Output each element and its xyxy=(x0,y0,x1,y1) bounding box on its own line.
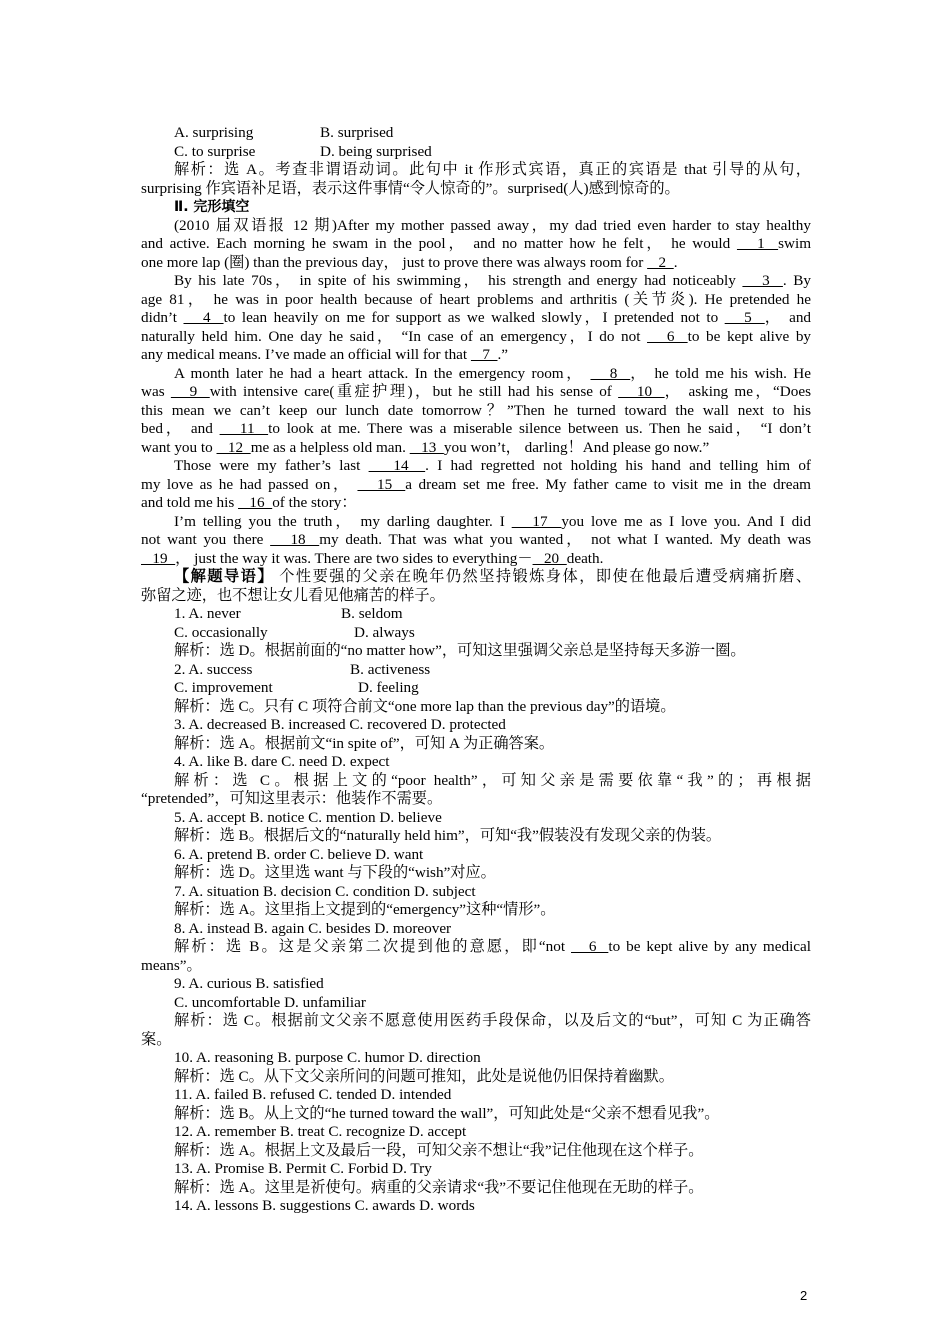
explanation-line: 解析：选 B。根据后文的“naturally held him”，可知“我”假装没有发现父亲的伪装。 xyxy=(174,827,722,844)
passage-line: was 9 with intensive care(重症护理)，but he still had his sense of 10 ， asking me，“Does xyxy=(141,383,812,400)
explanation-line: 解析：选 C。从下文父亲所问的问题可推知，此处是说他仍旧保持着幽默。 xyxy=(174,1067,674,1085)
blank-1: 1 xyxy=(736,235,779,252)
question-options: 12. A. remember B. treat C. recognize D. accept xyxy=(174,1123,467,1140)
explanation-line: 解析：选 D。根据前面的“no matter how”，可知这里强调父亲总是坚持每天多游一圈。 xyxy=(174,642,746,659)
option-b: B. surprised xyxy=(320,124,394,141)
passage-line: any medical means. I’ve made an official will for that 7 .” xyxy=(141,346,509,363)
option-row xyxy=(141,143,811,162)
passage-line: and told me his 16 of the story： xyxy=(141,494,357,511)
question-options: 10. A. reasoning B. purpose C. humor D. direction xyxy=(174,1049,481,1066)
question-options: 3. A. decreased B. increased C. recovered D. protected xyxy=(174,716,506,733)
explanation-line: 解析：选 A。这里指上文提到的“emergency”这种“情形”。 xyxy=(174,901,556,918)
blank-20: 20 xyxy=(532,549,567,567)
blank-12: 12 xyxy=(216,438,251,456)
question-options: 13. A. Promise B. Permit C. Forbid D. Try xyxy=(174,1160,432,1177)
passage-line: A month later he had a heart attack. In the emergency room， 8 ， he told me his wish. He xyxy=(174,364,812,382)
question-options: 11. A. failed B. refused C. tended D. intended xyxy=(174,1086,452,1103)
explanation-line: 解析：选 A。这里是祈使句。病重的父亲请求“我”不要记住他现在无助的样子。 xyxy=(174,1178,704,1196)
passage-line: bed， and 11 to look at me. There was a miserable silence between us. Then he said， “I don’t xyxy=(141,420,811,437)
passage-line: not want you there 18 my death. That was what you wanted， not what I wanted. My death was xyxy=(141,531,811,548)
blank-14: 14 xyxy=(368,457,426,474)
explanation-line: 解析：选 C。根据前文父亲不愿意使用医药手段保命，以及后文的“but”，可知 C 为正确答 xyxy=(174,1012,811,1029)
passage-line: my love as he had passed on， 15 a dream set me free. My father came to visit me in the dream xyxy=(141,475,811,493)
question-options: 5. A. accept B. notice C. mention D. believe xyxy=(174,808,442,826)
guide-line: 弥留之迹，也不想让女儿看见他痛苦的样子。 xyxy=(141,586,445,604)
blank-8: 8 xyxy=(590,364,631,382)
blank-19: 19 xyxy=(141,549,176,567)
passage-line: this mean we can’t keep our lunch date tomorrow？”Then he turned toward the wall next to his xyxy=(141,401,811,419)
question-options: 14. A. lessons B. suggestions C. awards D. words xyxy=(174,1197,475,1214)
question-options: 9. A. curious B. satisfied xyxy=(174,975,324,992)
passage-line: I’m telling you the truth， my darling daughter. I 17 you love me as I love you. And I did xyxy=(174,512,811,530)
explanation-line: 解析：选 B。从上文的“he turned toward the wall”，可知此处是“父亲不想看见我”。 xyxy=(174,1104,720,1122)
explanation-line: “pretended”，可知这里表示：他装作不需要。 xyxy=(141,790,443,807)
question-options: 6. A. pretend B. order C. believe D. want xyxy=(174,845,424,863)
section-title: Ⅱ. 完形填空 xyxy=(174,199,250,215)
explanation-line: 解析：选 A。根据上文及最后一段，可知父亲不想让“我”记住他现在这个样子。 xyxy=(174,1141,704,1159)
blank-16: 16 xyxy=(238,494,273,511)
question-options: 4. A. like B. dare C. need D. expect xyxy=(174,753,390,770)
passage-line: one more lap (圈) than the previous day， just to prove there was always room for 2 . xyxy=(141,253,678,271)
blank-6: 6 xyxy=(647,327,688,345)
guide-label: 【解题导语】 xyxy=(174,568,274,585)
blank-11: 11 xyxy=(219,420,269,437)
blank-10: 10 xyxy=(618,383,665,400)
question-options: C. occasionally D. always xyxy=(174,623,415,641)
passage-line: didn’t 4 to lean heavily on me for support as we walked slowly，I pretended not to 5 ， and xyxy=(141,309,812,326)
blank-3: 3 xyxy=(742,272,783,289)
passage-line: 19 ， just the way it was. There are two sides to everything－ 20 death. xyxy=(141,549,604,567)
passage-line: By his late 70s， in spite of his swimming， his strength and energy had noticeably 3 . By xyxy=(174,272,812,289)
explanation-line: 解析：选 D。这里选 want 与下段的“wish”对应。 xyxy=(174,864,496,881)
blank-13: 13 xyxy=(409,438,444,456)
option-row xyxy=(141,124,811,143)
blank-17: 17 xyxy=(511,512,562,530)
question-options: 8. A. instead B. again C. besides D. moreover xyxy=(174,919,452,937)
explanation-line: means”。 xyxy=(141,956,202,974)
blank-5: 5 xyxy=(724,309,765,326)
option-a: A. surprising xyxy=(174,124,254,141)
page-number: 2 xyxy=(800,1288,808,1303)
explanation-line: 解析：选 C。只有 C 项符合前文“one more lap than the previous day”的语境。 xyxy=(174,697,676,715)
explanation-line: 解析：选 C。根据上文的“poor health”，可知父亲是需要依靠“我”的；再根据 xyxy=(174,771,811,789)
question-options: C. uncomfortable D. unfamiliar xyxy=(174,993,366,1011)
question-options: C. improvement D. feeling xyxy=(174,679,419,696)
blank-9: 9 xyxy=(170,383,210,400)
blank-4: 4 xyxy=(183,309,224,326)
explanation-line: surprising 作宾语补足语，表示这件事情“令人惊奇的”。surprised(人)感到惊奇的。 xyxy=(141,179,680,197)
document-body xyxy=(141,124,811,1216)
explanation-line: 解析：选 A。考查非谓语动词。此句中 it 作形式宾语，真正的宾语是 that 引导的从句， xyxy=(174,161,811,178)
passage-line: (2010 届双语报 12 期)After my mother passed away，my dad tried even harder to stay healthy xyxy=(174,216,811,234)
explanation-line: 解析：选 B。这是父亲第二次提到他的意愿，即“not 6 to be kept alive by any medical xyxy=(174,938,812,955)
blank-18: 18 xyxy=(270,531,320,548)
explanation-line: 案。 xyxy=(141,1030,172,1048)
passage-line: naturally held him. One day he said， “In case of an emergency，I do not 6 to be kept alive by xyxy=(141,327,812,345)
question-options: 1. A. never B. seldom xyxy=(174,605,403,622)
cloze-passage xyxy=(141,217,811,569)
question-options: 7. A. situation B. decision C. condition D. subject xyxy=(174,882,476,900)
blank-15: 15 xyxy=(357,475,406,493)
blank-2: 2 xyxy=(647,253,674,271)
passage-line: and active. Each morning he swam in the pool， and no matter how he felt， he would 1 swim xyxy=(141,235,812,252)
explanation-line: 解析：选 A。根据前文“in spite of”，可知 A 为正确答案。 xyxy=(174,734,555,752)
passage-line: Those were my father’s last 14 . I had regretted not holding his hand and telling him of xyxy=(174,457,811,474)
blank-6: 6 xyxy=(571,938,609,955)
option-d: D. being surprised xyxy=(320,142,432,160)
passage-line: age 81， he was in poor health because of heart problems and arthritis (关节炎). He pretended he xyxy=(141,290,811,308)
option-c: C. to surprise xyxy=(174,142,256,160)
blank-7: 7 xyxy=(470,346,498,363)
passage-line: want you to 12 me as a helpless old man. 13 you won’t， darling！And please go now.” xyxy=(141,438,710,456)
guide-line: 【解题导语】 个性要强的父亲在晚年仍然坚持锻炼身体，即使在他最后遭受病痛折磨、 xyxy=(174,568,812,585)
question-options: 2. A. success B. activeness xyxy=(174,660,431,678)
